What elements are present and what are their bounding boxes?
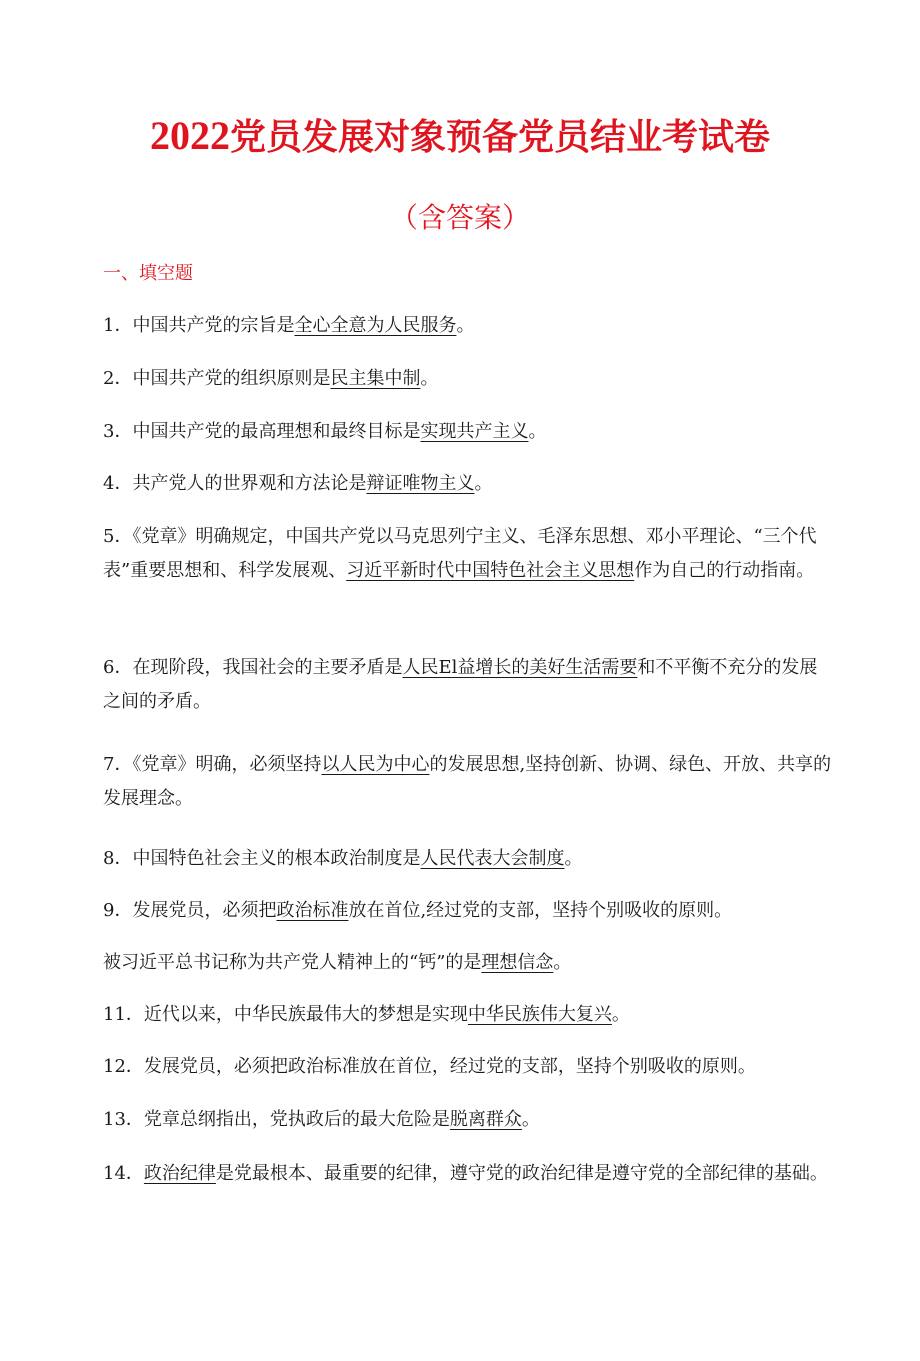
question-7: 7．《党章》明确，必须坚持以人民为中心的发展思想,坚持创新、协调、绿色、开放、共享的发展理念。 [103, 754, 832, 809]
answer: 民主集中制 [330, 368, 421, 389]
question-1: 1．中国共产党的宗旨是全心全意为人民服务。 [103, 315, 475, 336]
answer: 辩证唯物主义 [366, 473, 475, 494]
page-subtitle: （含答案） [389, 201, 530, 234]
answer: 中华民族伟大复兴 [467, 1004, 612, 1025]
page-title [0, 112, 920, 162]
question-6: 6．在现阶段，我国社会的主要矛盾是人民El益增长的美好生活需要和不平衡不充分的发展之间的矛盾。 [103, 657, 818, 712]
title-text: 党员发展对象预备党员结业考试卷 [229, 117, 770, 158]
answer: 习近平新时代中国特色社会主义思想 [346, 560, 635, 581]
question-4: 4．共产党人的世界观和方法论是辩证唯物主义。 [103, 473, 493, 494]
question-14: 14．政治纪律是党最根本、最重要的纪律，遵守党的政治纪律是遵守党的全部纪律的基础。 [103, 1163, 828, 1184]
answer: 脱离群众 [449, 1109, 522, 1130]
answer: 政治纪律 [143, 1163, 216, 1184]
question-9: 9．发展党员，必须把政治标准放在首位,经过党的支部，坚持个别吸收的原则。 [103, 900, 733, 921]
question-5: 5．《党章》明确规定，中国共产党以马克思列宁主义、毛泽东思想、邓小平理论、“三个代表”重要思想和、科学发展观、习近平新时代中国特色社会主义思想作为自己的行动指南。 [103, 526, 817, 581]
answer: 全心全意为人民服务 [294, 315, 457, 336]
answer: 理想信念 [481, 952, 554, 973]
answer: 人民代表大会制度 [420, 848, 565, 869]
question-8: 8．中国特色社会主义的根本政治制度是人民代表大会制度。 [103, 848, 583, 869]
answer: 人民El益增长的美好生活需要 [402, 657, 638, 678]
answer: 实现共产主义 [420, 421, 529, 442]
title-year: 2022 [149, 113, 230, 158]
section-heading: 一、填空题 [103, 263, 193, 284]
question-13: 13．党章总纲指出，党执政后的最大危险是脱离群众。 [103, 1109, 540, 1130]
question-3: 3．中国共产党的最高理想和最终目标是实现共产主义。 [103, 421, 547, 442]
question-12: 12．发展党员，必须把政治标准放在首位，经过党的支部，坚持个别吸收的原则。 [103, 1056, 756, 1077]
question-10: 被习近平总书记称为共产党人精神上的“钙”的是理想信念。 [103, 952, 572, 973]
answer: 以人民为中心 [321, 754, 430, 775]
question-11: 11．近代以来，中华民族最伟大的梦想是实现中华民族伟大复兴。 [103, 1004, 630, 1025]
answer: 政治标准 [276, 900, 349, 921]
question-2: 2．中国共产党的组织原则是民主集中制。 [103, 368, 439, 389]
